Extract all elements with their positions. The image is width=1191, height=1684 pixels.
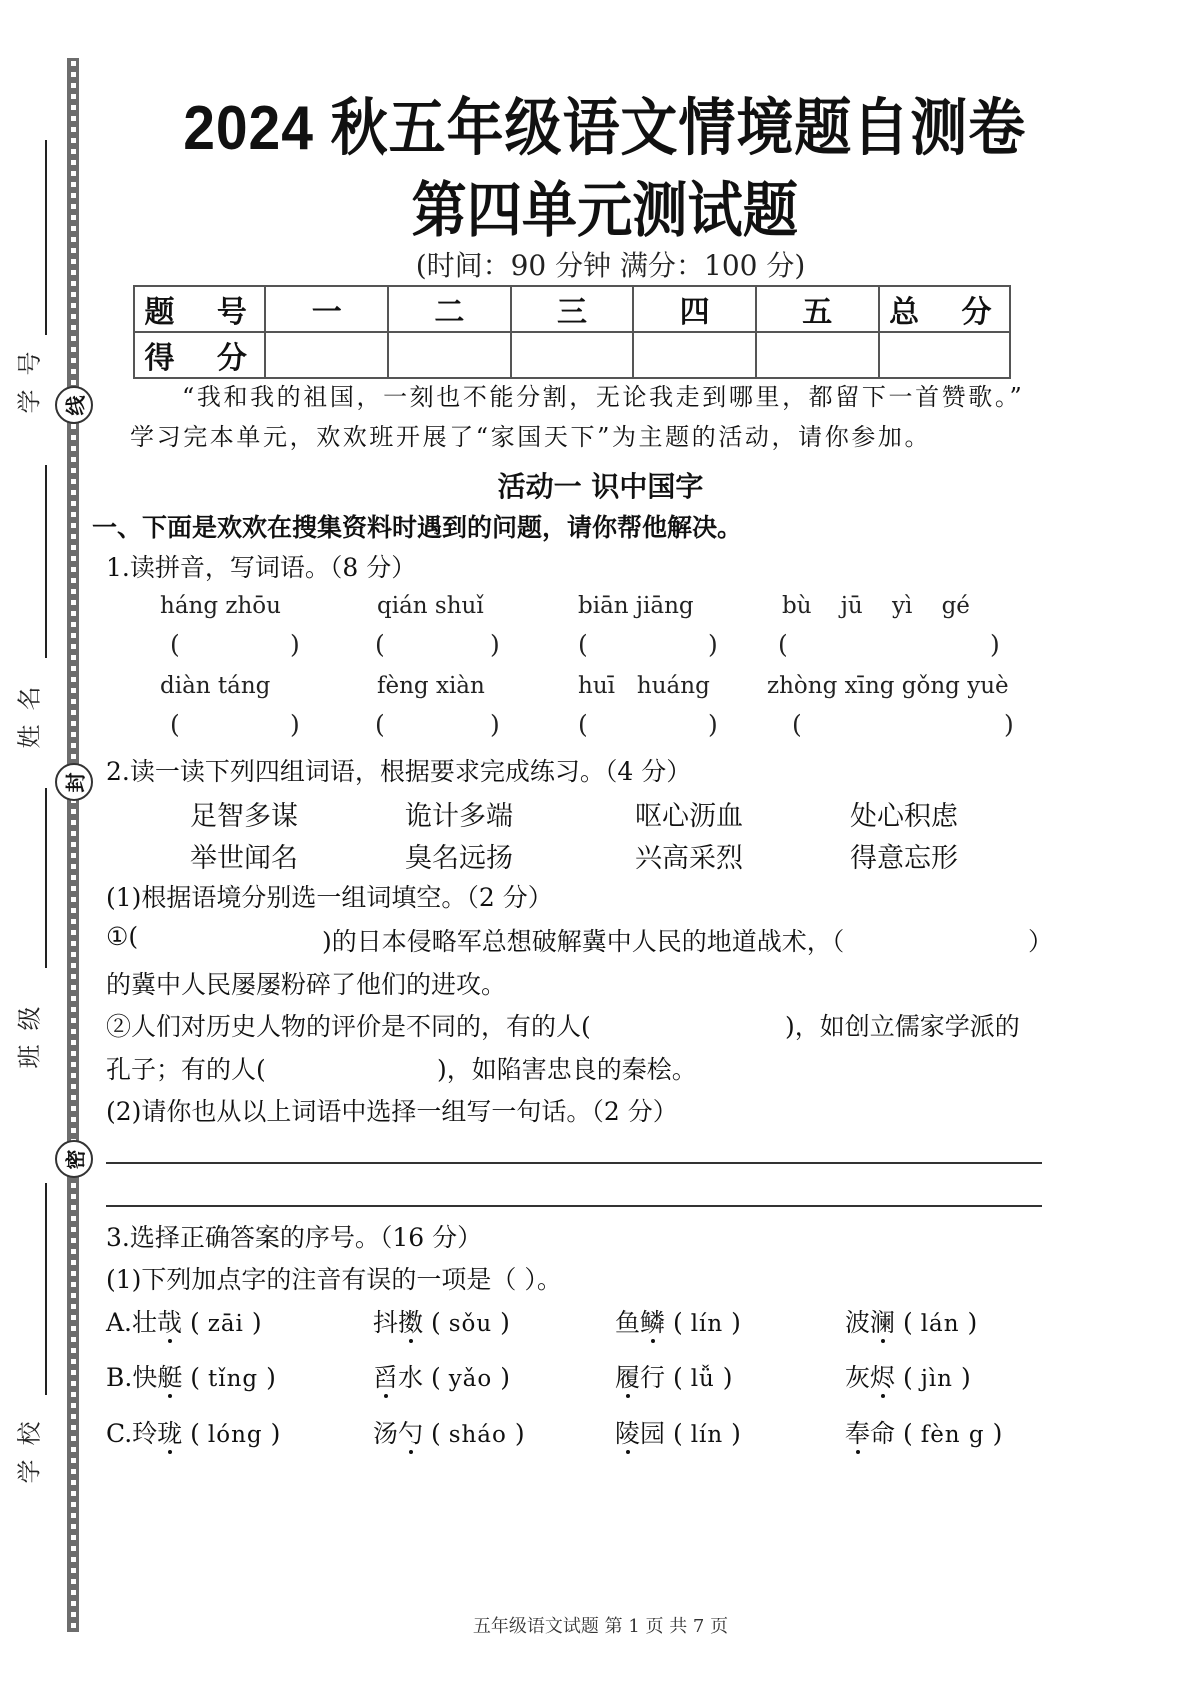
answer-close-5: )	[290, 710, 300, 739]
q2-sub1-item2-line2-a[interactable]: 孔子；有的人(	[106, 1055, 266, 1084]
answer-open-8[interactable]: (	[792, 710, 802, 739]
q2-sub1-item1-a: ①(	[106, 922, 139, 951]
option-b-item-3: 履行 ( lǚ )	[615, 1363, 733, 1392]
col-total: 总 分	[879, 286, 1010, 332]
q1-prompt: 1.读拼音，写词语。（8 分）	[106, 553, 417, 582]
answer-close-2: )	[490, 630, 500, 659]
score-cell-2[interactable]	[388, 332, 511, 378]
answer-line-2[interactable]	[106, 1205, 1042, 1207]
exam-meta: (时间：90 分钟 满分：100 分)	[415, 249, 806, 282]
word-8: 得意忘形	[850, 843, 958, 874]
dotted-char: 奉	[845, 1419, 871, 1448]
word-4: 处心积虑	[850, 801, 958, 832]
option-c-item-1[interactable]: C.玲珑 ( lóng )	[106, 1419, 281, 1448]
q2-sub1-item2-a[interactable]: ②人们对历史人物的评价是不同的，有的人(	[106, 1012, 591, 1041]
option-c-label: C.	[106, 1419, 133, 1448]
answer-open-5[interactable]: (	[170, 710, 180, 739]
score-table-score-row	[134, 332, 1010, 378]
word-5: 举世闻名	[190, 843, 298, 874]
score-cell-3[interactable]	[511, 332, 634, 378]
seal-mi: 密	[55, 1140, 93, 1178]
pinyin-3: biān jiāng	[578, 593, 694, 619]
pinyin: sháo	[448, 1422, 507, 1448]
pinyin: lóng	[207, 1422, 263, 1448]
name-label: 姓名	[15, 672, 44, 748]
dotted-char: 哉	[157, 1308, 183, 1337]
option-a-item-2: 抖擞 ( sǒu )	[373, 1308, 510, 1337]
pinyin-5: diàn táng	[160, 673, 271, 699]
option-b-label: B.	[106, 1363, 133, 1392]
pinyin-7: huī huáng	[578, 673, 710, 699]
seal-xian: 线	[55, 386, 93, 424]
pinyin: yǎo	[448, 1366, 493, 1392]
score-cell-total[interactable]	[879, 332, 1010, 378]
pinyin: lín	[690, 1422, 724, 1448]
seal-feng: 封	[55, 763, 93, 801]
word-6: 臭名远扬	[405, 843, 513, 874]
answer-close-3: )	[708, 630, 718, 659]
word-3: 呕心沥血	[635, 801, 743, 832]
intro-line-1: “我和我的祖国，一刻也不能分割，无论我走到哪里，都留下一首赞歌。”	[182, 383, 1025, 411]
q2-sub1-item2-line2-b: )，如陷害忠良的秦桧。	[437, 1055, 697, 1084]
score-table	[133, 285, 1011, 379]
pinyin: lǚ	[690, 1366, 715, 1392]
score-cell-1[interactable]	[265, 332, 388, 378]
dotted-char: 舀	[373, 1363, 399, 1392]
pinyin: fèn g	[920, 1422, 985, 1448]
option-b-item-1[interactable]: B.快艇 ( tǐng )	[106, 1363, 276, 1392]
exam-subtitle: 第四单元测试题	[411, 177, 798, 244]
pinyin-6: fèng xiàn	[377, 673, 485, 699]
score-table-header-row	[134, 286, 1010, 332]
score-cell-5[interactable]	[756, 332, 879, 378]
q2-sub1-item1-line2: 的冀中人民屡屡粉碎了他们的进攻。	[106, 970, 507, 999]
word-1: 足智多谋	[190, 801, 298, 832]
col-1: 一	[265, 286, 388, 332]
option-c-item-4: 奉命 ( fèn g )	[845, 1419, 1003, 1448]
score-cell-4[interactable]	[633, 332, 756, 378]
col-4: 四	[633, 286, 756, 332]
pinyin: tǐng	[208, 1366, 259, 1392]
option-c-item-2: 汤勺 ( sháo )	[373, 1419, 525, 1448]
col-5: 五	[756, 286, 879, 332]
answer-line-1[interactable]	[106, 1162, 1042, 1164]
intro-line-2: 学习完本单元，欢欢班开展了“家国天下”为主题的活动，请你参加。	[130, 423, 932, 451]
pinyin-2: qián shuǐ	[377, 593, 484, 619]
activity-title: 活动一 识中国字	[497, 470, 704, 503]
class-label: 班级	[15, 992, 44, 1068]
option-a-item-1[interactable]: A.壮哉 ( zāi )	[106, 1308, 262, 1337]
dotted-char: 艇	[157, 1363, 183, 1392]
dotted-char: 勺	[398, 1419, 424, 1448]
dotted-char: 陵	[615, 1419, 641, 1448]
section-1-heading: 一、下面是欢欢在搜集资料时遇到的问题，请你帮他解决。	[92, 513, 743, 542]
word-2: 诡计多端	[405, 801, 513, 832]
row-label-question-no: 题 号	[134, 286, 265, 332]
pinyin: zāi	[207, 1311, 244, 1337]
dotted-char: 澜	[870, 1308, 896, 1337]
intro-paragraph	[130, 377, 1070, 457]
exam-title: 2024 秋五年级语文情境题自测卷	[183, 94, 1027, 163]
q2-sub1-item2-b: )，如创立儒家学派的	[785, 1012, 1020, 1041]
q2-sub1-item1-b[interactable]: )的日本侵略军总想破解冀中人民的地道战术，（	[322, 927, 845, 956]
option-c-item-3: 陵园 ( lín )	[615, 1419, 741, 1448]
pinyin: sǒu	[448, 1311, 493, 1337]
dotted-char: 擞	[398, 1308, 424, 1337]
col-2: 二	[388, 286, 511, 332]
pinyin: lín	[690, 1311, 724, 1337]
answer-open-4[interactable]: (	[778, 630, 788, 659]
option-b-item-2: 舀水 ( yǎo )	[373, 1363, 510, 1392]
answer-close-6: )	[490, 710, 500, 739]
dotted-char: 鳞	[640, 1308, 666, 1337]
q2-prompt: 2.读一读下列四组词语，根据要求完成练习。（4 分）	[106, 757, 692, 786]
row-label-score: 得 分	[134, 332, 265, 378]
q2-sub2-prompt: (2)请你也从以上词语中选择一组写一句话。（2 分）	[106, 1097, 678, 1126]
answer-open-6[interactable]: (	[375, 710, 385, 739]
answer-close-7: )	[708, 710, 718, 739]
answer-open-1[interactable]: (	[170, 630, 180, 659]
answer-close-1: )	[290, 630, 300, 659]
answer-close-8: )	[1004, 710, 1014, 739]
pinyin: lán	[920, 1311, 960, 1337]
answer-open-7[interactable]: (	[578, 710, 588, 739]
pinyin-8: zhòng xīng gǒng yuè	[767, 673, 1009, 699]
q2-sub1-prompt: (1)根据语境分别选一组词填空。（2 分）	[106, 883, 553, 912]
option-a-label: A.	[106, 1308, 133, 1337]
option-a-item-3: 鱼鳞 ( lín )	[615, 1308, 741, 1337]
class-fill-line	[45, 788, 47, 968]
dotted-char: 珑	[157, 1419, 183, 1448]
page-footer: 五年级语文试题 第 1 页 共 7 页	[472, 1616, 729, 1637]
answer-open-3[interactable]: (	[578, 630, 588, 659]
q2-sub1-item1-c: ）	[1028, 927, 1054, 956]
word-7: 兴高采烈	[635, 843, 743, 874]
student-id-label: 学号	[15, 337, 44, 413]
option-a-item-4: 波澜 ( lán )	[845, 1308, 978, 1337]
dotted-char: 烬	[870, 1363, 896, 1392]
dotted-char: 履	[615, 1363, 641, 1392]
answer-close-4: )	[990, 630, 1000, 659]
q3-sub1-prompt[interactable]: (1)下列加点字的注音有误的一项是（ ）。	[106, 1265, 562, 1294]
pinyin-4: bù jū yì gé	[782, 593, 970, 619]
pinyin: jìn	[920, 1366, 953, 1392]
school-label: 学校	[15, 1407, 44, 1483]
q3-prompt: 3.选择正确答案的序号。（16 分）	[106, 1223, 483, 1252]
pinyin-1: háng zhōu	[160, 593, 281, 619]
col-3: 三	[511, 286, 634, 332]
binding-strip	[67, 58, 79, 1632]
school-fill-line	[45, 1183, 47, 1395]
answer-open-2[interactable]: (	[375, 630, 385, 659]
option-b-item-4: 灰烬 ( jìn )	[845, 1363, 971, 1392]
